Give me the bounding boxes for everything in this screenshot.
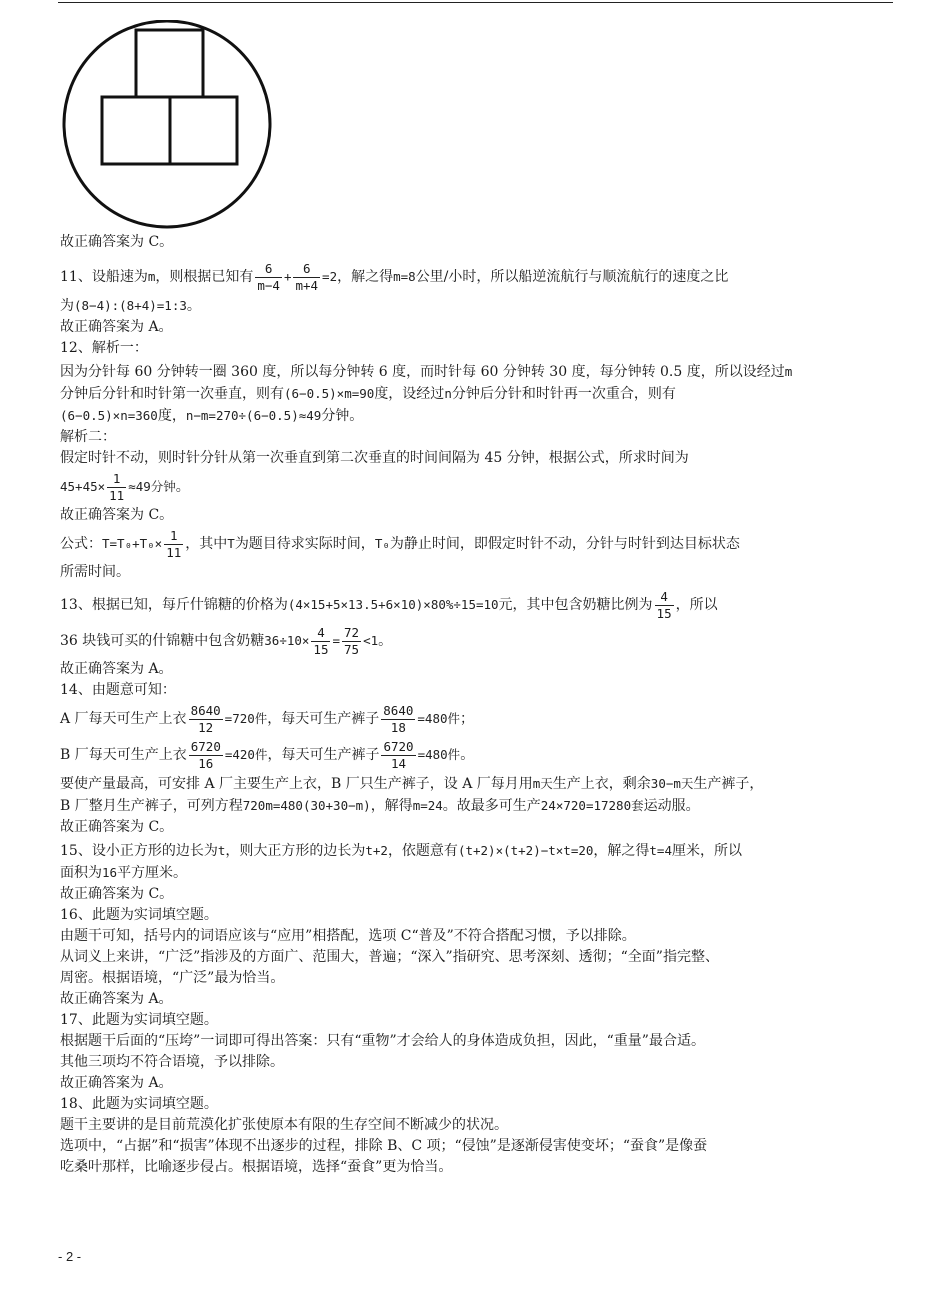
page-number: - 2 - xyxy=(58,1249,82,1264)
answer-line: 故正确答案为 A。 xyxy=(60,991,173,1007)
q12-formula-cont: 所需时间。 xyxy=(60,564,130,580)
q14-plan: 要使产量最高，可安排 A 厂主要生产上衣，B 厂只生产裤子，设 A 厂每月用m天生产上衣，剩余30−m天生产裤子， B 厂整月生产裤子，可列方程720m=480(30+30−m)，解得m=24。故最多可生产24×720=17280套运动服。 xyxy=(60,776,764,814)
q15-body: 15、设小正方形的边长为t，则大正方形的边长为t+2，依题意有(t+2)×(t+2)−t×t=20，解之得t=4厘米，所以 面积为16平方厘米。 xyxy=(60,843,742,881)
fraction: $\frac{4}{15}$ xyxy=(313,624,329,657)
fraction: $\frac{6}{m+4}$ xyxy=(295,260,319,293)
q17-title: 17、此题为实词填空题。 xyxy=(60,1012,218,1028)
fraction: $\frac{8640}{18}$ xyxy=(383,702,414,735)
q12-analysis-1: 因为分针每 60 分钟转一圈 360 度，所以每分钟转 6 度，而时针每 60 分钟转 30 度，每分钟转 0.5 度，所以设经过m 分钟后分针和时针第一次垂直，则有(6−0.5)×m=90度，设经过n分钟后分针和时针再一次重合，则有 (6−0.5)×n=360度，n−m=270÷(6−0.5)≈49分钟。 xyxy=(60,364,793,424)
q16-title: 16、此题为实词填空题。 xyxy=(60,907,218,923)
q14-factory-b: B 厂每天可生产上衣 $\frac{6720}{16}$ =420件，每天可生产裤子 $\frac{6720}{14}$ =480件。 xyxy=(60,738,475,771)
bottom-left-square xyxy=(102,97,170,164)
fraction: $\frac{6720}{16}$ xyxy=(190,738,221,771)
q18-line: 吃桑叶那样，比喻逐步侵占。根据语境，选择“蚕食”更为恰当。 xyxy=(60,1159,453,1175)
answer-line: 故正确答案为 C。 xyxy=(60,886,174,902)
q17-line: 根据题干后面的“压垮”一词即可得出答案：只有“重物”才会给人的身体造成负担，因此，“重量”最合适。 xyxy=(60,1033,705,1049)
q16-line: 从词义上来讲，“广泛”指涉及的方面广、范围大，普遍；“深入”指研究、思考深刻、透彻；“全面”指完整、 xyxy=(60,949,719,965)
fraction: $\frac{6}{m-4}$ xyxy=(257,260,280,293)
q12-calc: 45+45× $\frac{1}{11}$ ≈49分钟。 xyxy=(60,470,190,503)
q12-formula: 公式：T=T₀+T₀× $\frac{1}{11}$ ，其中T为题目待求实际时间，T₀为静止时间，即假定时针不动，分针与时针到达目标状态 xyxy=(60,527,740,560)
fraction: $\frac{8640}{12}$ xyxy=(190,702,221,735)
q12-title: 12、解析一： xyxy=(60,340,148,356)
answer-line: 故正确答案为 A。 xyxy=(60,319,173,335)
q11-line2: 为(8−4):(8+4)=1:3。 xyxy=(60,298,201,314)
q12-title-2: 解析二： xyxy=(60,429,116,445)
q16-line: 由题干可知，括号内的词语应该与“应用”相搭配，选项 C“普及”不符合搭配习惯，予以排除。 xyxy=(60,928,636,944)
q13-line2: 36 块钱可买的什锦糖中包含奶糖36÷10× $\frac{4}{15}$ = $\frac{72}{75}$ <1。 xyxy=(60,624,393,657)
q12-analysis-2: 假定时针不动，则时针分针从第一次垂直到第二次垂直的时间间隔为 45 分钟，根据公式，所求时间为 xyxy=(60,450,689,466)
q18-title: 18、此题为实词填空题。 xyxy=(60,1096,218,1112)
outer-circle xyxy=(64,21,270,227)
q17-line: 其他三项均不符合语境，予以排除。 xyxy=(60,1054,284,1070)
fraction: $\frac{4}{15}$ xyxy=(656,588,672,621)
q11-line1: 11、设船速为m，则根据已知有 $\frac{6}{m-4}$ + $\frac{6}{m+4}$ =2，解之得m=8公里/小时，所以船逆流航行与顺流航行的速度之比 xyxy=(60,260,729,293)
q13-line1: 13、根据已知，每斤什锦糖的价格为(4×15+5×13.5+6×10)×80%÷15=10元，其中包含奶糖比例为 $\frac{4}{15}$ ，所以 xyxy=(60,588,718,621)
q18-line: 选项中，“占据”和“损害”体现不出逐步的过程，排除 B、C 项；“侵蚀”是逐渐侵害使变坏；“蚕食”是像蚕 xyxy=(60,1138,708,1154)
answer-line: 故正确答案为 A。 xyxy=(60,1075,173,1091)
circle-squares-figure xyxy=(62,20,274,232)
fraction: $\frac{72}{75}$ xyxy=(344,624,360,657)
q14-title: 14、由题意可知： xyxy=(60,682,176,698)
q14-factory-a: A 厂每天可生产上衣 $\frac{8640}{12}$ =720件，每天可生产裤子 $\frac{8640}{18}$ =480件； xyxy=(60,702,474,735)
answer-line: 故正确答案为 C。 xyxy=(60,819,174,835)
bottom-right-square xyxy=(170,97,237,164)
answer-explanations xyxy=(60,232,895,1178)
q16-line: 周密。根据语境，“广泛”最为恰当。 xyxy=(60,970,285,986)
fraction: $\frac{1}{11}$ xyxy=(166,527,182,560)
answer-line: 故正确答案为 C。 xyxy=(60,507,174,523)
q18-line: 题干主要讲的是目前荒漠化扩张使原本有限的生存空间不断减少的状况。 xyxy=(60,1117,508,1133)
answer-line: 故正确答案为 C。 xyxy=(60,234,174,250)
header-rule xyxy=(58,2,893,3)
fraction: $\frac{1}{11}$ xyxy=(109,470,125,503)
fraction: $\frac{6720}{14}$ xyxy=(383,738,414,771)
answer-line: 故正确答案为 A。 xyxy=(60,661,173,677)
top-square xyxy=(136,30,203,97)
